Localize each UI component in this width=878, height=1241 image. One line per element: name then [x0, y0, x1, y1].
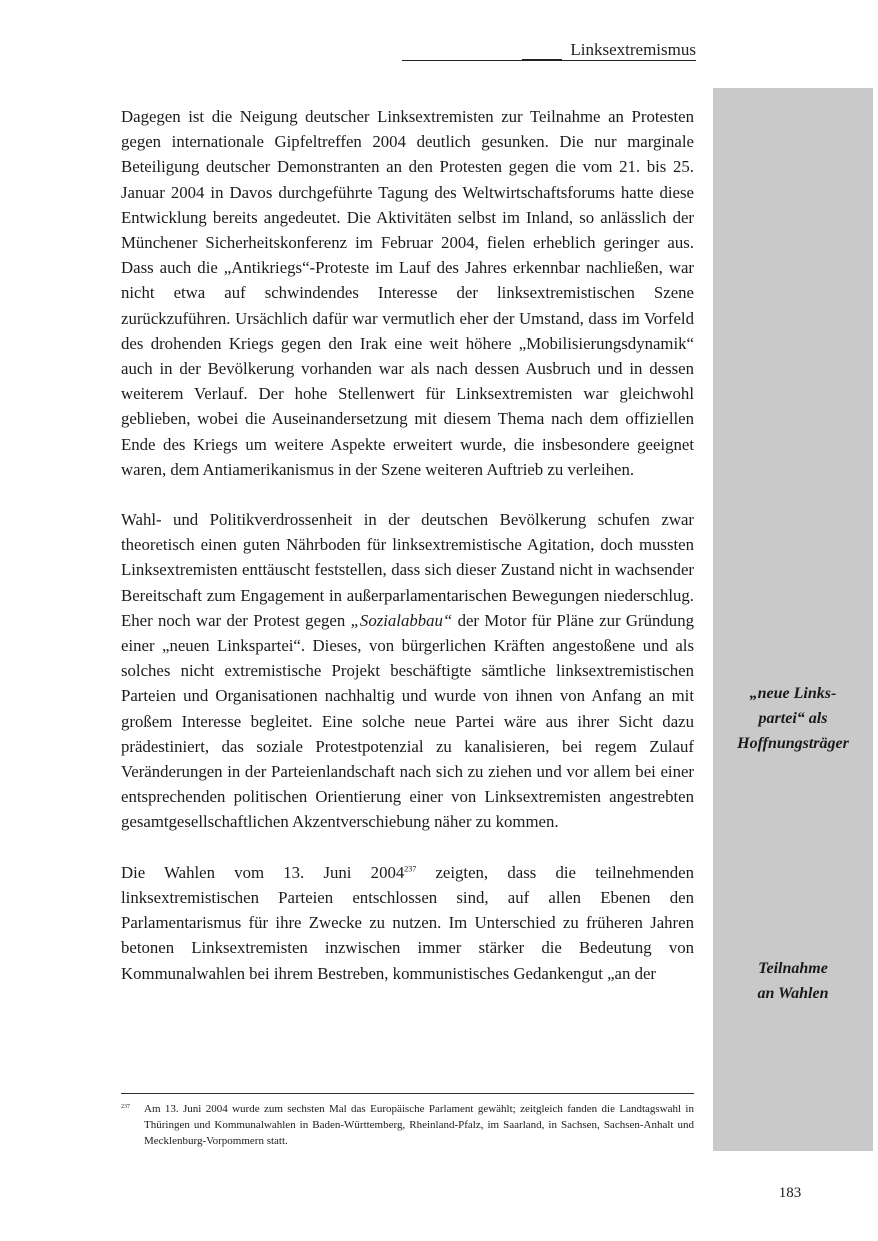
- paragraph-wahlen: [121, 860, 694, 986]
- emphasis-sozialabbau: „Sozialabbau“: [350, 610, 453, 630]
- paragraph-neue-linkspartei: [121, 507, 694, 835]
- paragraph-gipfelproteste: Dagegen ist die Neigung deutscher Linksextremisten zur Teilnahme an Protesten gegen internationale Gipfeltreffen 2004 deutlich gesunken. Die nur marginale Beteiligung deutscher Demonstranten an den Protesten gegen die vom 21. bis 25. Januar 2004 in Davos durchgeführte Tagung des Weltwirtschaftsforums hatte diese Entwicklung bereits angedeutet. Die Aktivitäten selbst im Inland, so anlässlich der Münchener Sicherheitskonferenz im Februar 2004, fielen erheblich geringer aus. Dass auch die „Antikriegs“-Proteste im Lauf des Jahres erkennbar nachließen, war nicht etwa auf schwindendes Interesse der linksextremistischen Szene zurückzuführen. Ursächlich dafür war vermutlich eher der Umstand, dass im Vorfeld des drohenden Kriegs gegen den Irak eine weit höhere „Mobilisierungsdynamik“ auch in der Bevölkerung vorhanden war als nach dessen Ausbruch und in dessen weiterem Verlauf. Der hohe Stellenwert für Linksextremisten war gleichwohl geblieben, wobei die Auseinandersetzung mit diesem Thema nach dem offiziellen Ende des Kriegs um weitere Aspekte erweitert wurde, die insbesondere geeignet waren, dem Antiamerikanismus in der Szene weiteren Auftrieb zu verleihen.: [121, 107, 694, 479]
- page-number: 183: [778, 1185, 802, 1201]
- paragraph-text: der Motor für Pläne zur Gründung einer „neuen Linkspartei“. Dieses, von bürgerlichen Kräften angestoßene und als solches nicht extremistische Projekt beschäftigte sämtliche linksextremistischen Parteien und Organisationen nachhaltig und wurde von ihnen von Anfang an mit großem Interesse begleitet. Eine solche neue Partei wäre aus ihrer Sicht dazu prädestiniert, das soziale Protestpotenzial zu kanalisieren, bei regem Zulauf Veränderungen in der Parteienlandschaft nach sich zu ziehen und vor allem bei einer entsprechenden politischen Orientierung einer von Linksextremisten angestrebten gesamtgesellschaftlichen Akzentverschiebung näher zu kommen.: [121, 610, 694, 832]
- margin-note-line: an Wahlen: [757, 985, 829, 1002]
- footnote-text: Am 13. Juni 2004 wurde zum sechsten Mal das Europäische Parlament gewählt; zeitgleich fanden die Landtagswahl in Thüringen und Kommunalwahlen in Baden-Württemberg, Rheinland-Pfalz, im Saarland, in Sachsen, Sachsen-Anhalt und Mecklenburg-Vorpommern statt.: [144, 1103, 694, 1147]
- footnote-divider: [121, 1093, 694, 1094]
- running-header-title: Linksextremismus: [570, 40, 696, 59]
- margin-note-line: partei“ als: [758, 710, 828, 727]
- margin-note-line: Teilnahme: [758, 960, 828, 977]
- margin-note-neue-linkspartei: [713, 681, 873, 756]
- footnote-reference[interactable]: 237: [404, 864, 417, 874]
- paragraph-text: Die Wahlen vom 13. Juni 2004: [121, 862, 405, 882]
- footnote: [121, 1102, 694, 1149]
- margin-note-line: „neue Links-: [749, 685, 837, 702]
- running-header: [402, 40, 696, 61]
- paragraph-text: Wahl- und Politikverdrossenheit in der deutschen Bevölkerung schufen zwar theoretisch einen guten Nährboden für linksextremistische Agitation, doch mussten Linksextremisten enttäuscht feststellen, dass sich dieser Zustand nicht in wachsender Bereitschaft zum Engagement in außerparlamentarischen Bewegungen niederschlug. Eher noch war der Protest gegen: [121, 510, 694, 630]
- margin-note-teilnahme-wahlen: [713, 956, 873, 1006]
- margin-sidebar: [713, 88, 873, 1151]
- margin-note-line: Hoffnungsträger: [737, 735, 849, 752]
- footnote-number: 237: [121, 1104, 130, 1110]
- paragraph-text: zeigten, dass die teilnehmenden linksextremistischen Parteien entschlossen sind, auf allen Ebenen den Parlamentarismus für ihre Zwecke zu nutzen. Im Unterschied zu früheren Jahren betonen Linksextremisten inzwischen immer stärker die Bedeutung von Kommunalwahlen bei ihrem Bestreben, kommunistisches Gedankengut „an der: [121, 862, 694, 983]
- body-text: [121, 104, 694, 986]
